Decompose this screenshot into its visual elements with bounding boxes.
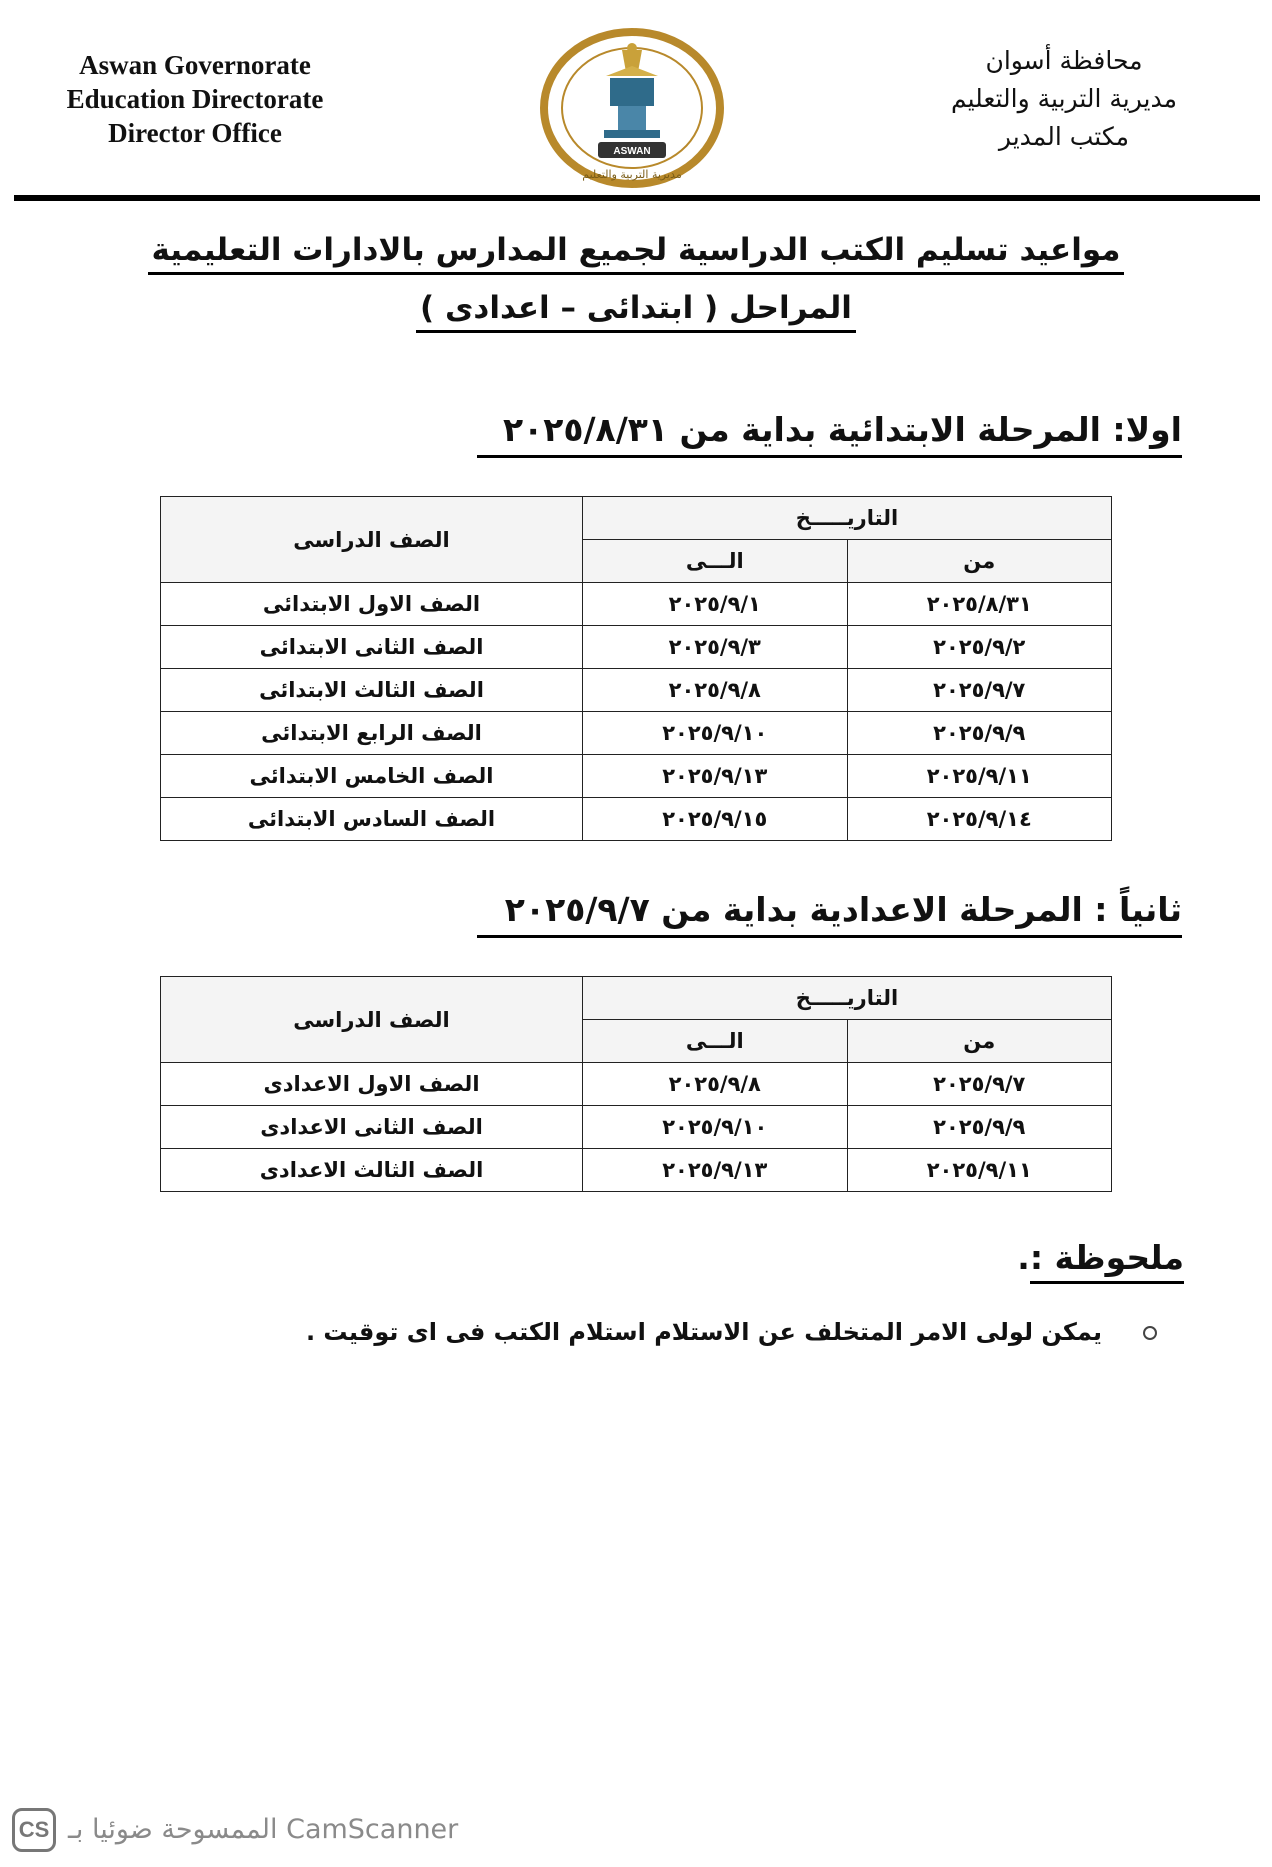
title-line-2: المراحل ( ابتدائى – اعدادى ): [416, 290, 856, 333]
table-row: [161, 755, 1112, 798]
cell-grade: الصف الخامس الابتدائى: [161, 755, 583, 798]
cell-to: ٢٠٢٥/٩/١٠: [583, 1106, 848, 1149]
cell-grade: الصف الاول الابتدائى: [161, 583, 583, 626]
note-item: يمكن لولى الامر المتخلف عن الاستلام استلام الكتب فى اى توقيت .: [305, 1318, 1102, 1346]
cell-grade: الصف الثانى الابتدائى: [161, 626, 583, 669]
bullet-circle-icon: [1143, 1326, 1157, 1340]
table-row: [161, 712, 1112, 755]
table-row: [161, 626, 1112, 669]
header-divider: [14, 195, 1260, 201]
table-row: [161, 669, 1112, 712]
table-row: [161, 583, 1112, 626]
cell-to: ٢٠٢٥/٩/٨: [583, 1063, 848, 1106]
english-header: [40, 48, 350, 150]
cell-to: ٢٠٢٥/٩/١٠: [583, 712, 848, 755]
preparatory-section-heading: ثانياً : المرحلة الاعدادية بداية من ٢٠٢٥/٩/٧: [477, 890, 1182, 938]
cell-to: ٢٠٢٥/٩/١٣: [583, 755, 848, 798]
ar-line-1: محافظة أسوان: [985, 46, 1143, 75]
cell-to: ٢٠٢٥/٩/١٥: [583, 798, 848, 841]
header-from: من: [847, 540, 1112, 583]
cell-from: ٢٠٢٥/٩/٢: [847, 626, 1112, 669]
primary-section-heading: اولا: المرحلة الابتدائية بداية من ٢٠٢٥/٨/٣١: [477, 410, 1182, 458]
document-subtitle: [0, 290, 1272, 326]
preparatory-schedule-table: [160, 976, 1112, 1192]
header-grade: الصف الدراسى: [161, 497, 583, 583]
table-row: [161, 1149, 1112, 1192]
directorate-logo: [540, 28, 725, 188]
en-line-2: Education Directorate: [66, 84, 324, 114]
cell-grade: الصف الاول الاعدادى: [161, 1063, 583, 1106]
cell-from: ٢٠٢٥/٩/٩: [847, 712, 1112, 755]
cell-grade: الصف الرابع الابتدائى: [161, 712, 583, 755]
header-to: الـــى: [583, 540, 848, 583]
primary-schedule-table: [160, 496, 1112, 841]
header-grade: الصف الدراسى: [161, 977, 583, 1063]
cell-from: ٢٠٢٥/٩/٩: [847, 1106, 1112, 1149]
cell-from: ٢٠٢٥/٩/٧: [847, 669, 1112, 712]
header-date: التاريـــــخ: [583, 977, 1112, 1020]
logo-banner-text: ASWAN: [613, 146, 651, 157]
title-line-1: مواعيد تسليم الكتب الدراسية لجميع المدارس بالادارات التعليمية: [148, 232, 1125, 275]
cell-from: ٢٠٢٥/٩/١١: [847, 755, 1112, 798]
document-title: [0, 232, 1272, 268]
header-to: الـــى: [583, 1020, 848, 1063]
cell-to: ٢٠٢٥/٩/٨: [583, 669, 848, 712]
header-date: التاريـــــخ: [583, 497, 1112, 540]
cell-to: ٢٠٢٥/٩/٣: [583, 626, 848, 669]
cell-from: ٢٠٢٥/٩/٧: [847, 1063, 1112, 1106]
note-heading: ملحوظة :.: [1017, 1238, 1184, 1277]
camscanner-watermark: الممسوحة ضوئيا بـ CamScanner: [68, 1814, 459, 1845]
arabic-header: [904, 42, 1224, 156]
cell-from: ٢٠٢٥/٩/١٤: [847, 798, 1112, 841]
en-line-3: Director Office: [108, 118, 282, 148]
cell-grade: الصف الثالث الابتدائى: [161, 669, 583, 712]
cell-grade: الصف السادس الابتدائى: [161, 798, 583, 841]
cell-from: ٢٠٢٥/٩/١١: [847, 1149, 1112, 1192]
cell-from: ٢٠٢٥/٨/٣١: [847, 583, 1112, 626]
table-row: [161, 1063, 1112, 1106]
cell-grade: الصف الثانى الاعدادى: [161, 1106, 583, 1149]
header-from: من: [847, 1020, 1112, 1063]
cell-to: ٢٠٢٥/٩/١٣: [583, 1149, 848, 1192]
table-row: [161, 798, 1112, 841]
camscanner-logo: CS: [12, 1808, 56, 1852]
logo-ring-text: مديرية التربية والتعليم: [582, 168, 682, 181]
note-label: ملحوظة :: [1030, 1238, 1184, 1284]
en-line-1: Aswan Governorate: [79, 50, 311, 80]
ar-line-2: مديرية التربية والتعليم: [950, 84, 1178, 113]
ar-line-3: مكتب المدير: [998, 122, 1130, 151]
table-row: [161, 1106, 1112, 1149]
cell-grade: الصف الثالث الاعدادى: [161, 1149, 583, 1192]
cell-to: ٢٠٢٥/٩/١: [583, 583, 848, 626]
